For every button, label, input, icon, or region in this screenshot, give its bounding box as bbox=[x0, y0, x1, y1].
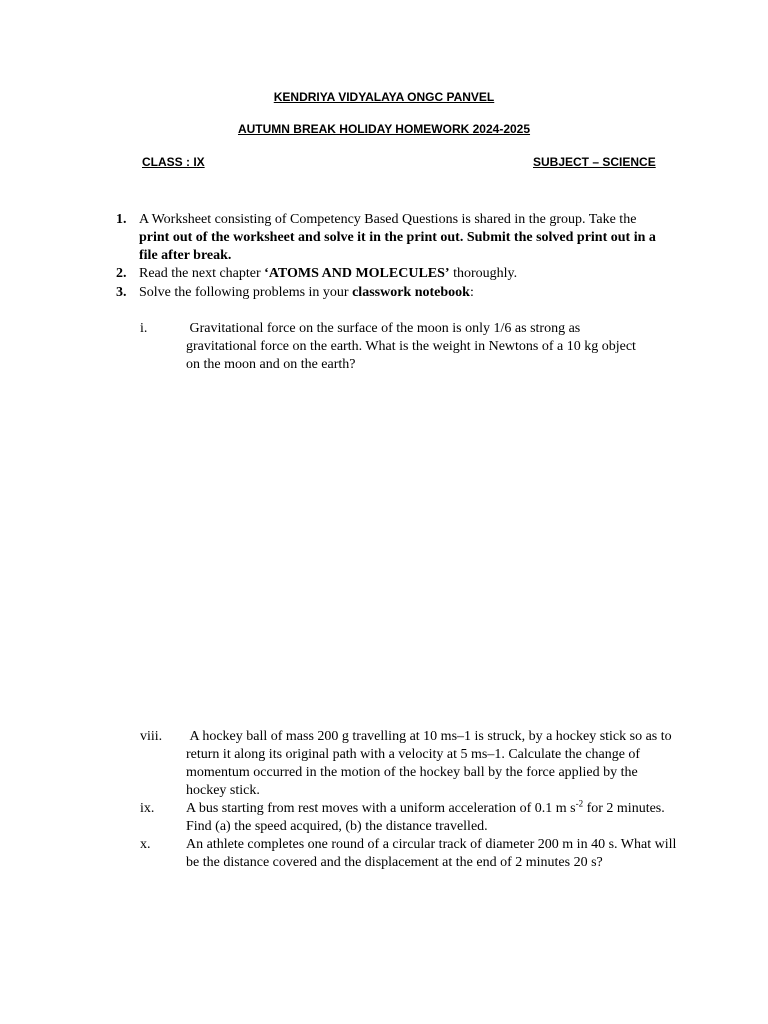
homework-title: AUTUMN BREAK HOLIDAY HOMEWORK 2024-2025 bbox=[237, 122, 531, 136]
item-text-bold: print out of the worksheet and solve it in the print out. Submit the solved print out in a file after break. bbox=[139, 230, 656, 263]
item-text: thoroughly. bbox=[449, 266, 518, 281]
school-name: KENDRIYA VIDYALAYA ONGC PANVEL bbox=[273, 90, 495, 104]
problem-number: i. bbox=[140, 321, 148, 336]
problem-text: Gravitational force on the surface of the moon is only 1/6 as strong as gravitational force on the earth. What is the weight in Newtons of a 10 kg object on the moon and on the earth? bbox=[186, 321, 640, 372]
problem-text: An athlete completes one round of a circular track of diameter 200 m in 40 s. What will be the distance covered and the displacement at the end of 2 minutes 20 s? bbox=[186, 837, 677, 870]
item-number: 2. bbox=[116, 266, 127, 281]
problem-number: x. bbox=[140, 837, 151, 852]
subject-label: SUBJECT – SCIENCE bbox=[533, 155, 656, 169]
problem-number: ix. bbox=[140, 801, 155, 816]
class-label: CLASS : IX bbox=[142, 155, 205, 169]
item-text-bold: classwork notebook bbox=[352, 285, 470, 300]
problem-text-part: A bus starting from rest moves with a uniform acceleration of 0.1 m s bbox=[186, 801, 576, 816]
list-item bbox=[139, 284, 659, 302]
item-text-bold: ‘ATOMS AND MOLECULES’ bbox=[264, 266, 450, 281]
item-text: Read the next chapter bbox=[139, 266, 265, 281]
list-item bbox=[139, 211, 659, 265]
item-text: Solve the following problems in your bbox=[139, 285, 353, 300]
problem-text bbox=[186, 800, 678, 836]
problem-text: A hockey ball of mass 200 g travelling at 10 ms–1 is struck, by a hockey stick so as to return it along its original path with a velocity at 5 ms–1. Calculate the change of momentum occurred in the motion of the hockey ball by the force applied by the hockey stick. bbox=[186, 729, 676, 798]
exponent: -2 bbox=[575, 798, 584, 809]
list-item bbox=[139, 265, 659, 283]
item-number: 3. bbox=[116, 285, 127, 300]
item-number: 1. bbox=[116, 212, 127, 227]
item-text: : bbox=[469, 285, 474, 300]
problem-text-part: for 2 minutes. Find (a) the speed acquired, (b) the distance travelled. bbox=[186, 801, 665, 834]
problem-number: viii. bbox=[140, 729, 163, 744]
item-text: A Worksheet consisting of Competency Based Questions is shared in the group. Take the bbox=[139, 212, 637, 227]
